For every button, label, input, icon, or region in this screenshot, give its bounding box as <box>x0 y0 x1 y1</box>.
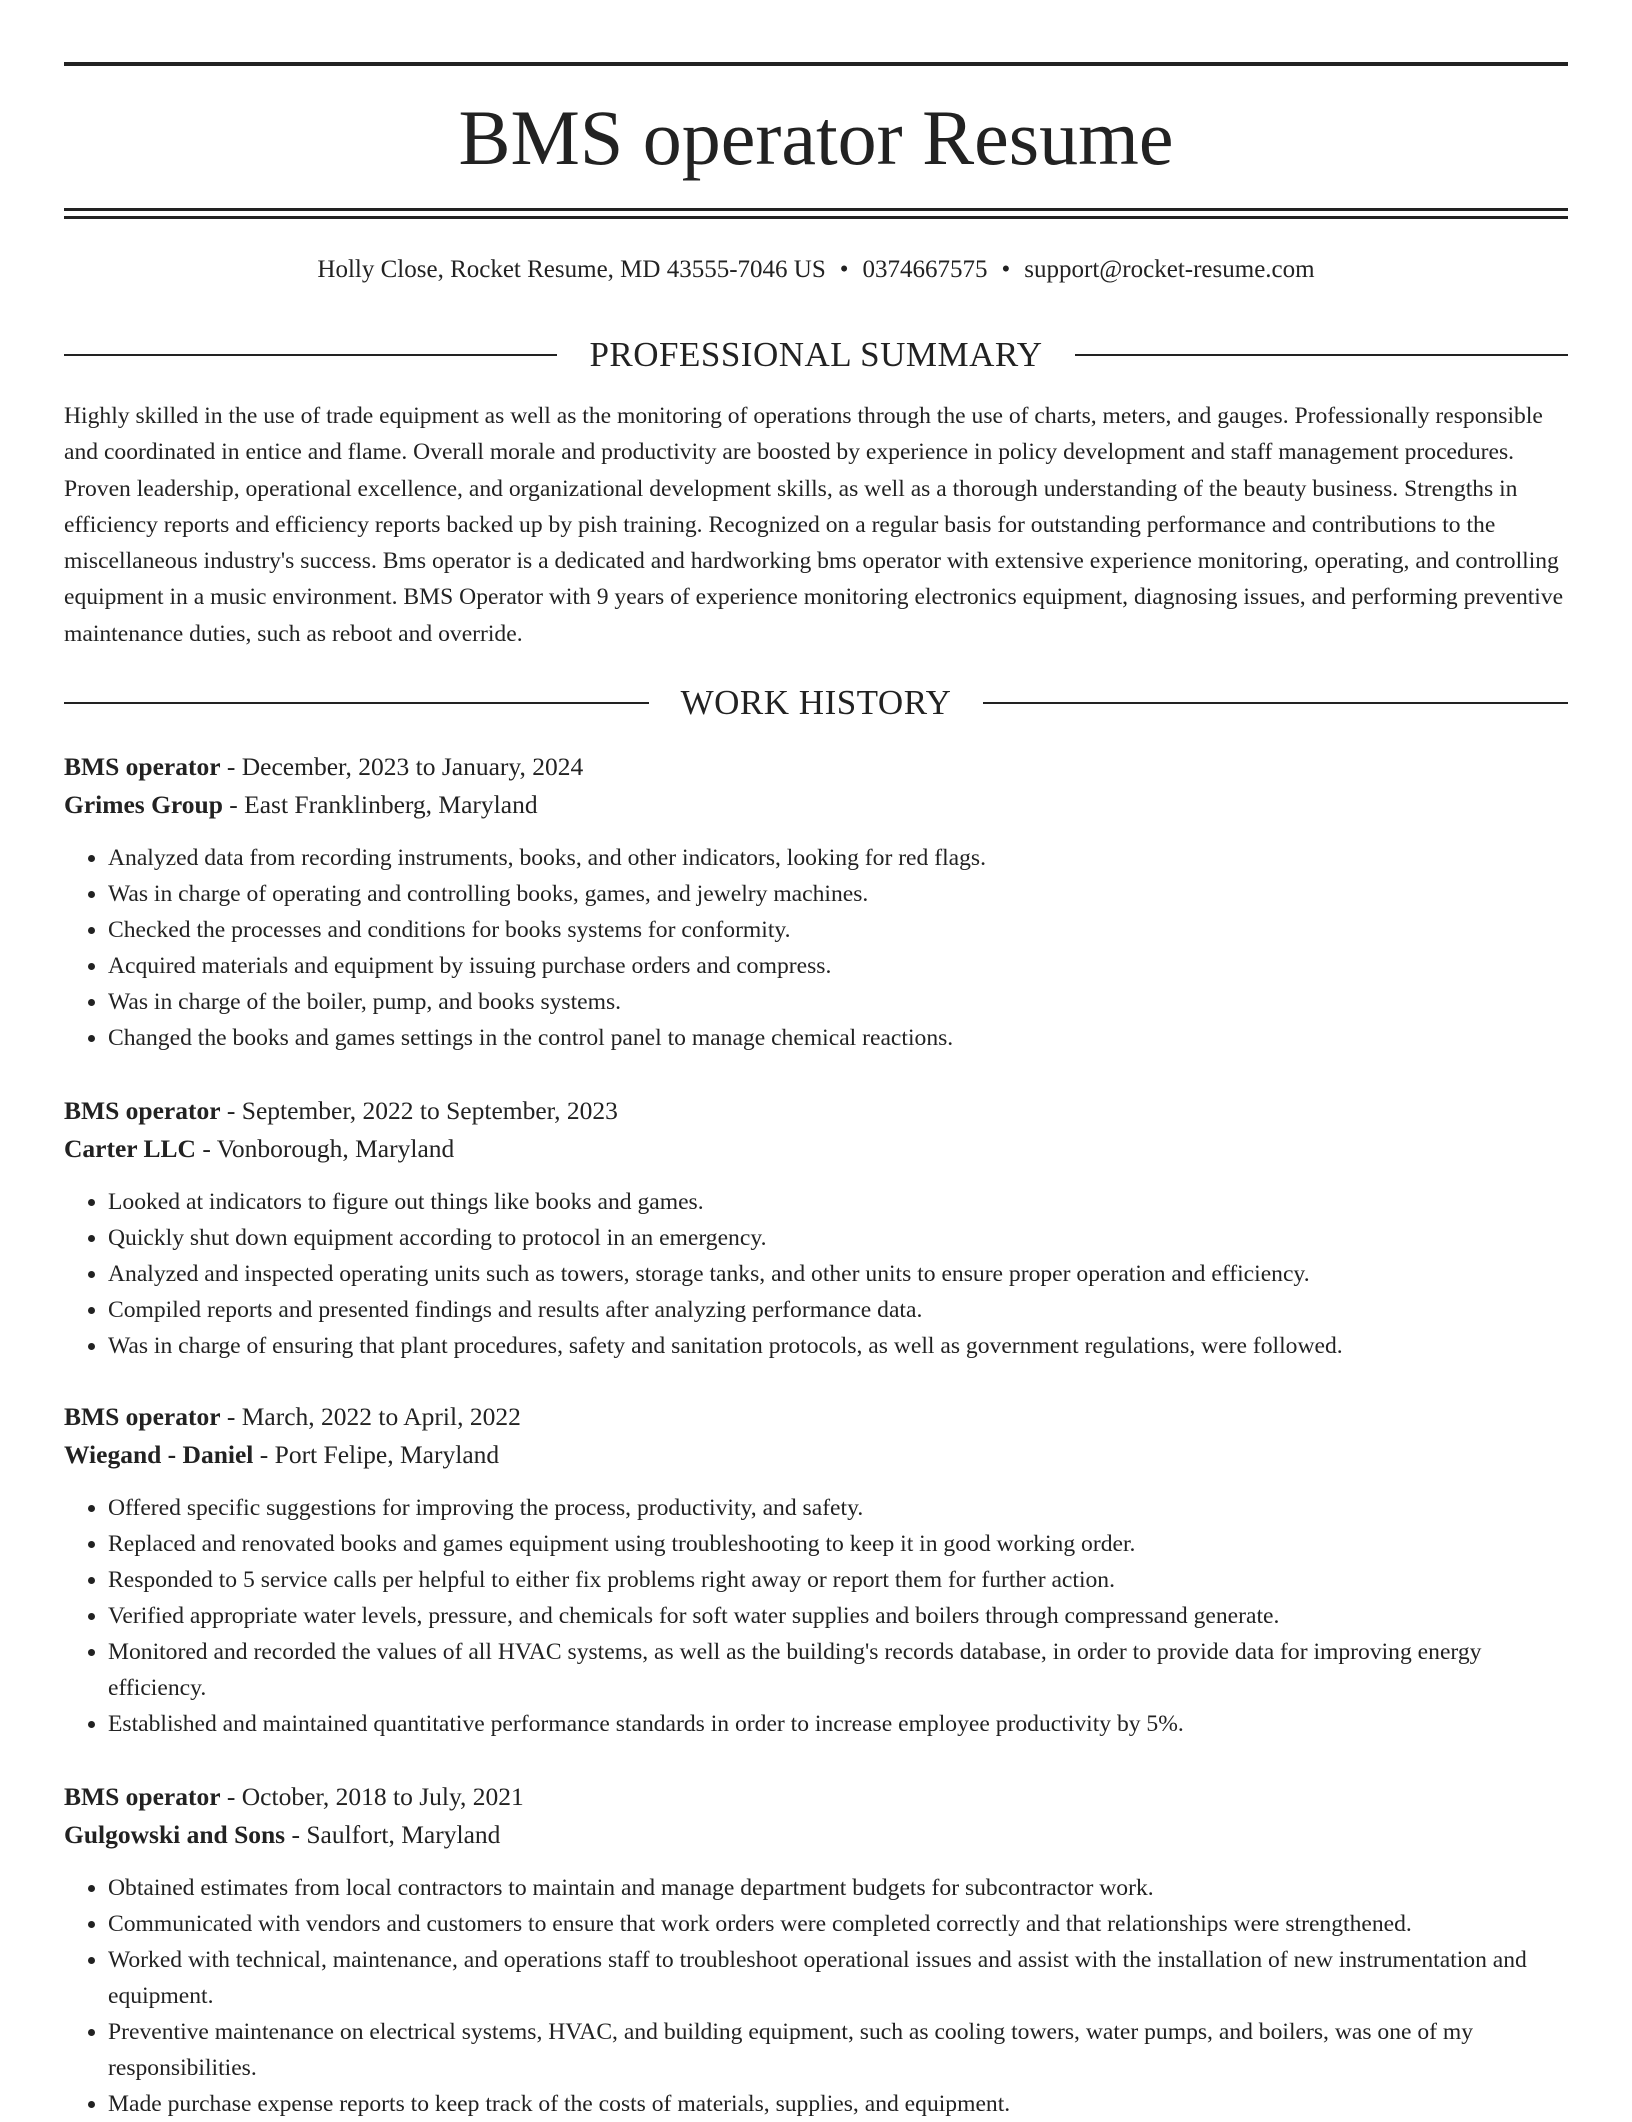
job-bullet: • Established and maintained quantitative performance standards in order to increase employee productivity by 5%. <box>108 1706 1568 1742</box>
job-title-row <box>64 1398 1568 1436</box>
job-bullets <box>64 1184 1568 1364</box>
job-bullet: • Responded to 5 service calls per helpful to either fix problems right away or report them for further action. <box>108 1562 1568 1598</box>
summary-heading-label: PROFESSIONAL SUMMARY <box>589 335 1043 374</box>
job-bullet: • Obtained estimates from local contractors to maintain and manage department budgets for subcontractor work. <box>108 1870 1568 1906</box>
job-bullet: • Communicated with vendors and customers to ensure that work orders were completed correctly and that relationships were strengthened. <box>108 1906 1568 1942</box>
job-company: Grimes Group <box>64 790 223 819</box>
job-company-row <box>64 1436 1568 1474</box>
title-rule-upper <box>64 208 1568 211</box>
job-entry <box>64 1778 1568 2122</box>
title-rule-lower <box>64 216 1568 219</box>
contact-address: Holly Close, Rocket Resume, MD 43555-7046 US <box>317 256 826 283</box>
contact-email: support@rocket-resume.com <box>1024 256 1315 283</box>
job-company: Gulgowski and Sons <box>64 1820 286 1849</box>
heading-rule-left <box>64 702 649 704</box>
job-location: - Port Felipe, Maryland <box>253 1440 500 1469</box>
job-bullet: • Monitored and recorded the values of all HVAC systems, as well as the building's records database, in order to provide data for improving energy efficiency. <box>108 1634 1568 1706</box>
resume-title: BMS operator Resume <box>458 94 1174 181</box>
job-location: - East Franklinberg, Maryland <box>222 790 538 819</box>
heading-rule-left <box>64 354 557 356</box>
job-title-row <box>64 1778 1568 1816</box>
job-company-row <box>64 1130 1568 1168</box>
job-bullet: • Looked at indicators to figure out things like books and games. <box>108 1184 1568 1220</box>
job-bullet: • Made purchase expense reports to keep track of the costs of materials, supplies, and equipment. <box>108 2086 1568 2122</box>
contact-separator: • <box>839 256 849 283</box>
job-bullets <box>64 1870 1568 2122</box>
job-bullet: • Compiled reports and presented findings and results after analyzing performance data. <box>108 1292 1568 1328</box>
job-bullet: • Analyzed and inspected operating units such as towers, storage tanks, and other units to ensure proper operation and efficiency. <box>108 1256 1568 1292</box>
job-bullet: • Verified appropriate water levels, pressure, and chemicals for soft water supplies and boilers through compressand generate. <box>108 1598 1568 1634</box>
job-bullets <box>64 1490 1568 1742</box>
job-role: BMS operator <box>64 1096 221 1125</box>
job-bullet: • Changed the books and games settings in the control panel to manage chemical reactions. <box>108 1020 1568 1056</box>
job-entry <box>64 1398 1568 1742</box>
job-bullet: • Quickly shut down equipment according to protocol in an emergency. <box>108 1220 1568 1256</box>
contact-phone: 0374667575 <box>862 256 988 283</box>
job-dates: - March, 2022 to April, 2022 <box>220 1402 521 1431</box>
job-bullet: • Checked the processes and conditions for books systems for conformity. <box>108 912 1568 948</box>
job-location: - Saulfort, Maryland <box>285 1820 501 1849</box>
summary-text: Highly skilled in the use of trade equipment as well as the monitoring of operations through the use of charts, meters, and gauges. Professionally responsible and coordinated in entice and flame. Overall morale and productivity are boosted by experience in policy development and staff management procedures. Proven leadership, operational excellence, and organizational development skills, as well as a thorough understanding of the beauty business. Strengths in efficiency reports and efficiency reports backed up by pish training. Recognized on a regular basis for outstanding performance and contributions to the miscellaneous industry's success. Bms operator is a dedicated and hardworking bms operator with extensive experience monitoring, operating, and controlling equipment in a music environment. BMS Operator with 9 years of experience monitoring electronics equipment, diagnosing issues, and performing preventive maintenance duties, such as reboot and override. <box>64 403 1564 647</box>
job-bullet: • Was in charge of the boiler, pump, and books systems. <box>108 984 1568 1020</box>
job-bullet: • Was in charge of ensuring that plant procedures, safety and sanitation protocols, as well as government regulations, were followed. <box>108 1328 1568 1364</box>
job-company-row <box>64 1816 1568 1854</box>
job-bullet: • Replaced and renovated books and games equipment using troubleshooting to keep it in good working order. <box>108 1526 1568 1562</box>
job-entry <box>64 1092 1568 1364</box>
job-dates: - December, 2023 to January, 2024 <box>220 752 584 781</box>
heading-rule-right <box>983 702 1568 704</box>
job-bullet: • Preventive maintenance on electrical systems, HVAC, and building equipment, such as cooling towers, water pumps, and boilers, was one of my responsibilities. <box>108 2014 1568 2086</box>
job-bullet: • Was in charge of operating and controlling books, games, and jewelry machines. <box>108 876 1568 912</box>
job-bullets <box>64 840 1568 1056</box>
job-role: BMS operator <box>64 752 221 781</box>
work-history-heading-label: WORK HISTORY <box>680 683 952 722</box>
job-company-row <box>64 786 1568 824</box>
job-role: BMS operator <box>64 1402 221 1431</box>
job-entry <box>64 748 1568 1056</box>
job-dates: - September, 2022 to September, 2023 <box>220 1096 618 1125</box>
job-title-row <box>64 1092 1568 1130</box>
contact-separator: • <box>1001 256 1011 283</box>
job-role: BMS operator <box>64 1782 221 1811</box>
job-bullet: • Analyzed data from recording instruments, books, and other indicators, looking for red flags. <box>108 840 1568 876</box>
job-bullet: • Worked with technical, maintenance, and operations staff to troubleshoot operational issues and assist with the installation of new instrumentation and equipment. <box>108 1942 1568 2014</box>
job-location: - Vonborough, Maryland <box>195 1134 455 1163</box>
top-rule <box>64 62 1568 66</box>
job-title-row <box>64 748 1568 786</box>
job-company: Wiegand - Daniel <box>64 1440 254 1469</box>
job-bullet: • Acquired materials and equipment by issuing purchase orders and compress. <box>108 948 1568 984</box>
work-history-heading <box>64 681 1568 725</box>
heading-rule-right <box>1075 354 1568 356</box>
summary-heading <box>64 333 1568 377</box>
job-bullet: • Offered specific suggestions for improving the process, productivity, and safety. <box>108 1490 1568 1526</box>
job-dates: - October, 2018 to July, 2021 <box>220 1782 524 1811</box>
job-company: Carter LLC <box>64 1134 196 1163</box>
contact-line <box>64 252 1568 288</box>
